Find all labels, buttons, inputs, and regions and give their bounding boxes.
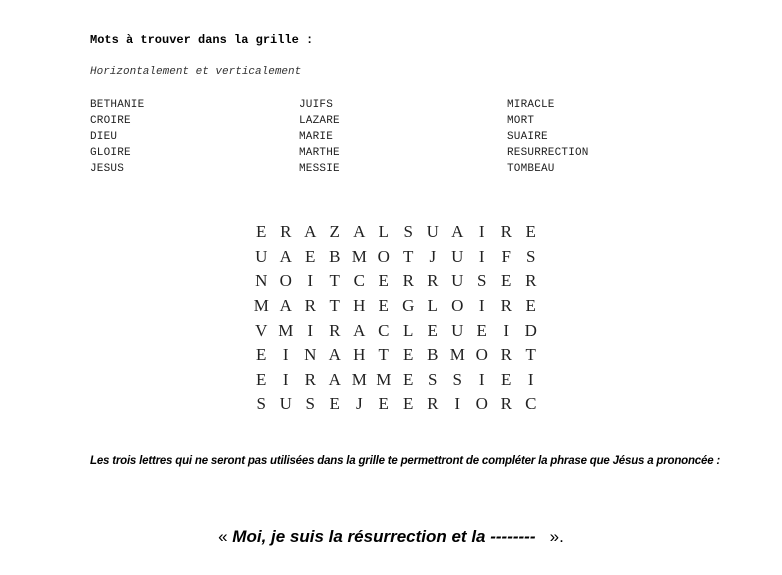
word-list-column-3 (507, 97, 589, 177)
grid-letter: A (279, 246, 292, 266)
grid-letter: M (351, 369, 367, 389)
grid-letter: E (378, 394, 389, 414)
grid-letter: E (525, 222, 536, 242)
grid-letter: I (503, 320, 510, 340)
word-search-grid (249, 220, 543, 417)
word-item: JUIFS (299, 99, 334, 111)
grid-letter: S (305, 394, 315, 414)
grid-letter: Z (329, 222, 340, 242)
grid-row (249, 343, 543, 368)
grid-letter: R (500, 394, 512, 414)
grid-letter: I (282, 345, 289, 365)
grid-letter: E (427, 320, 438, 340)
grid-letter: S (526, 246, 536, 266)
grid-letter: I (282, 369, 289, 389)
grid-letter: I (478, 246, 485, 266)
grid-letter: I (307, 320, 314, 340)
quote-close: ». (535, 527, 564, 546)
grid-letter: B (427, 345, 439, 365)
grid-letter: O (451, 296, 464, 316)
word-item: RESURRECTION (507, 147, 589, 159)
grid-letter: E (403, 369, 414, 389)
grid-letter: A (328, 369, 341, 389)
word-item: SUAIRE (507, 131, 548, 143)
grid-letter: A (304, 222, 317, 242)
grid-letter: S (452, 369, 462, 389)
grid-letter: E (501, 369, 512, 389)
grid-letter: M (278, 320, 294, 340)
grid-letter: A (451, 222, 464, 242)
word-item: LAZARE (299, 115, 340, 127)
grid-row (249, 220, 543, 245)
quote-sentence (0, 527, 782, 547)
grid-letter: E (329, 394, 340, 414)
grid-letter: S (428, 369, 438, 389)
grid-letter: G (402, 296, 415, 316)
grid-letter: R (329, 320, 341, 340)
word-item: MARTHE (299, 147, 340, 159)
grid-letter: I (478, 296, 485, 316)
grid-letter: M (376, 369, 392, 389)
grid-letter: E (378, 271, 389, 291)
instructions-subtitle: Horizontalement et verticalement (90, 66, 302, 78)
grid-letter: A (328, 345, 341, 365)
grid-letter: S (256, 394, 266, 414)
grid-row (249, 245, 543, 270)
word-item: BETHANIE (90, 99, 145, 111)
grid-letter: S (477, 271, 487, 291)
page-title: Mots à trouver dans la grille : (90, 33, 314, 47)
grid-letter: R (304, 296, 316, 316)
grid-letter: I (478, 369, 485, 389)
grid-letter: R (427, 271, 439, 291)
grid-letter: C (353, 271, 365, 291)
grid-letter: O (279, 271, 292, 291)
grid-letter: R (402, 271, 414, 291)
grid-row (249, 392, 543, 417)
grid-letter: T (329, 296, 340, 316)
grid-letter: R (304, 369, 316, 389)
grid-letter: E (476, 320, 487, 340)
grid-letter: U (451, 246, 464, 266)
grid-letter: M (253, 296, 269, 316)
word-list-column-1 (90, 97, 144, 177)
grid-letter: I (454, 394, 461, 414)
grid-letter: F (501, 246, 511, 266)
grid-letter: R (525, 271, 537, 291)
grid-letter: R (280, 222, 292, 242)
word-item: MIRACLE (507, 99, 555, 111)
word-item: GLOIRE (90, 147, 131, 159)
grid-letter: V (255, 320, 268, 340)
word-item: MORT (507, 115, 535, 127)
grid-letter: T (403, 246, 414, 266)
grid-letter: C (378, 320, 390, 340)
grid-letter: T (525, 345, 536, 365)
grid-letter: L (378, 222, 389, 242)
word-item: DIEU (90, 131, 118, 143)
grid-letter: T (378, 345, 389, 365)
grid-letter: E (256, 345, 267, 365)
instruction-text: Les trois lettres qui ne seront pas utilisées dans la grille te permettront de compléter la phrase que Jésus a prononcée : (90, 455, 721, 467)
grid-letter: M (449, 345, 465, 365)
grid-letter: I (527, 369, 534, 389)
grid-letter: U (255, 246, 268, 266)
grid-letter: N (304, 345, 317, 365)
word-item: MESSIE (299, 163, 340, 175)
grid-letter: R (500, 222, 512, 242)
grid-letter: U (426, 222, 439, 242)
word-item: JESUS (90, 163, 125, 175)
grid-letter: I (307, 271, 314, 291)
grid-letter: U (279, 394, 292, 414)
grid-letter: E (403, 345, 414, 365)
grid-letter: O (475, 394, 488, 414)
grid-letter: H (353, 345, 366, 365)
grid-letter: U (451, 271, 464, 291)
quote-text: Moi, je suis la résurrection et la -------- (232, 527, 536, 546)
grid-letter: J (355, 394, 363, 414)
grid-letter: L (427, 296, 438, 316)
grid-letter: D (524, 320, 537, 340)
grid-letter: A (353, 320, 366, 340)
grid-letter: T (329, 271, 340, 291)
grid-row (249, 294, 543, 319)
word-item: MARIE (299, 131, 334, 143)
grid-letter: R (500, 345, 512, 365)
grid-letter: O (377, 246, 390, 266)
grid-letter: C (525, 394, 537, 414)
grid-letter: U (451, 320, 464, 340)
grid-letter: A (353, 222, 366, 242)
grid-letter: L (403, 320, 414, 340)
quote-open: « (218, 527, 233, 546)
word-list-column-2 (299, 97, 340, 177)
grid-row (249, 318, 543, 343)
grid-letter: E (525, 296, 536, 316)
grid-letter: E (501, 271, 512, 291)
grid-letter: E (378, 296, 389, 316)
grid-letter: S (403, 222, 413, 242)
word-item: CROIRE (90, 115, 131, 127)
grid-letter: J (429, 246, 437, 266)
grid-letter: E (403, 394, 414, 414)
grid-letter: N (255, 271, 268, 291)
grid-letter: B (329, 246, 341, 266)
grid-letter: E (305, 246, 316, 266)
grid-letter: R (427, 394, 439, 414)
grid-letter: I (478, 222, 485, 242)
grid-letter: A (279, 296, 292, 316)
grid-letter: E (256, 369, 267, 389)
grid-letter: H (353, 296, 366, 316)
grid-letter: R (500, 296, 512, 316)
grid-row (249, 269, 543, 294)
grid-letter: E (256, 222, 267, 242)
grid-letter: M (351, 246, 367, 266)
word-item: TOMBEAU (507, 163, 555, 175)
grid-letter: O (475, 345, 488, 365)
grid-row (249, 368, 543, 393)
